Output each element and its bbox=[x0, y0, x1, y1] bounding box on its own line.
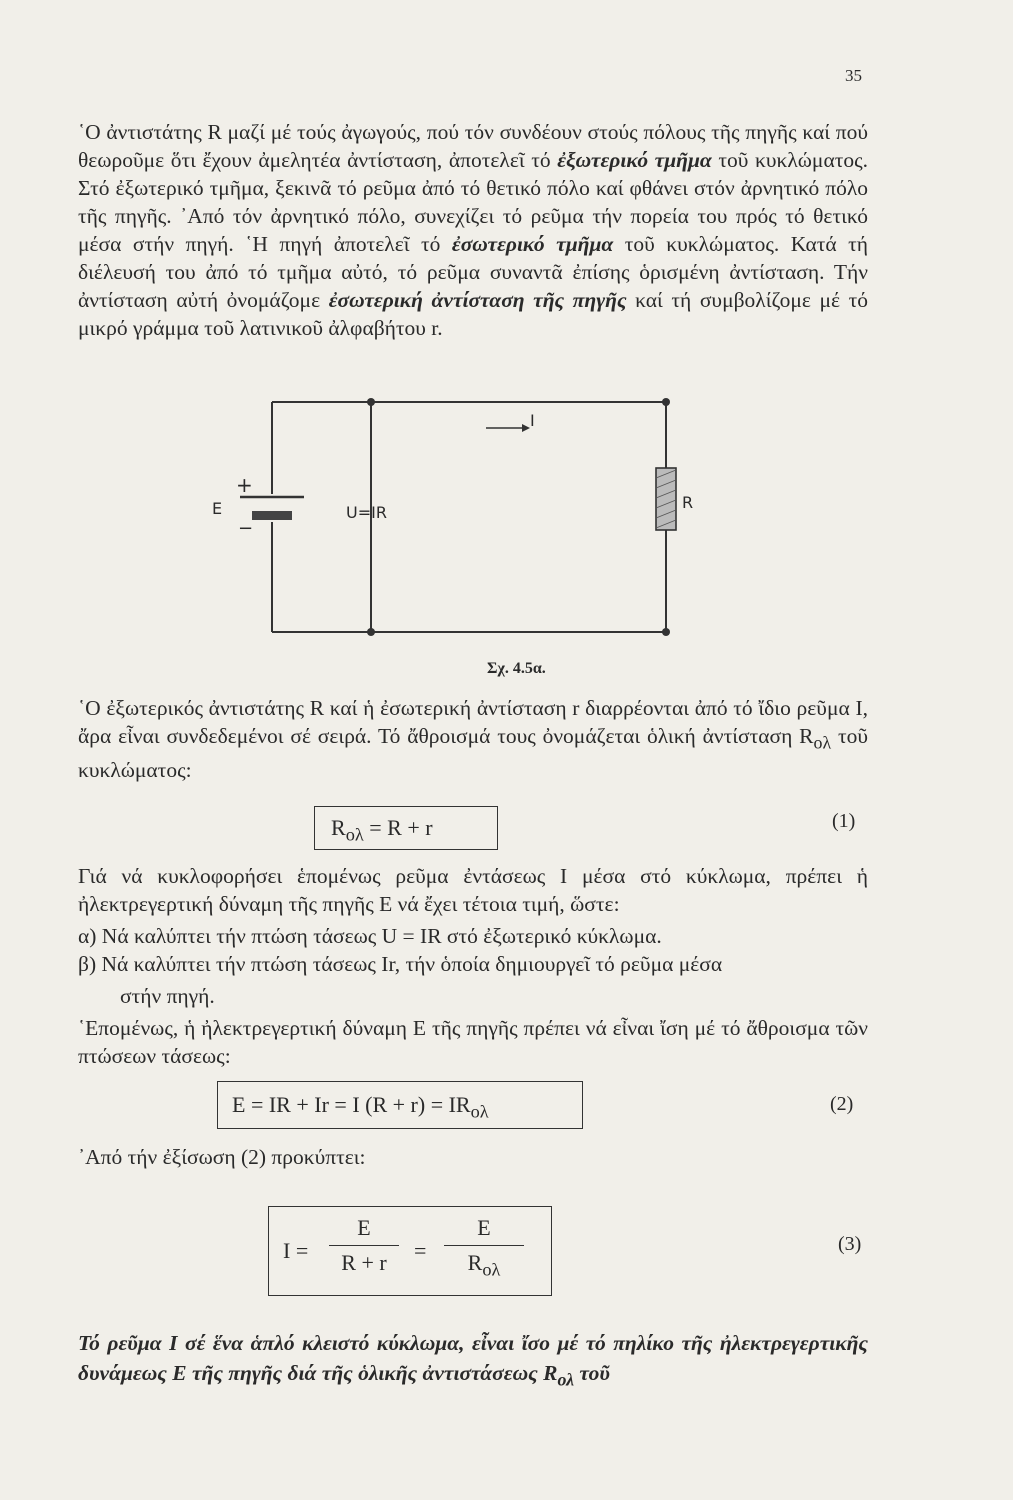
eq2-sub: ολ bbox=[470, 1101, 489, 1122]
subscript: ολ bbox=[813, 732, 832, 753]
current-arrow-head bbox=[522, 424, 530, 432]
paragraph-condition: Γιά νά κυκλοφορήσει ἑπομένως ρεῦμα ἐντάσεως I μέσα στό κύκλωμα, πρέπει ἡ ἠλεκτρεγερτική δύναμη τῆς πηγῆς E νά ἔχει τέτοια τιμή, ὥστε: bbox=[78, 864, 868, 916]
resistor bbox=[656, 468, 676, 530]
eq2-text: E = IR + Ir = I (R + r) = IR bbox=[232, 1092, 471, 1117]
fraction-bar bbox=[444, 1245, 524, 1246]
text-run: καί τή συμβολίζομε μέ τό μικρό γράμμα τοῦ λατινικοῦ ἀλφαβήτου r. bbox=[78, 288, 869, 340]
term-internal-resistance: ἐσωτερική ἀντίσταση τῆς πηγῆς bbox=[328, 288, 627, 312]
equation-number-2: (2) bbox=[830, 1093, 854, 1115]
resistor-label: R bbox=[682, 493, 694, 512]
figure-caption: Σχ. 4.5α. bbox=[487, 660, 546, 677]
page-number: 35 bbox=[845, 66, 862, 85]
text-run: ῾Ο ἀντιστάτης R μαζί μέ τούς ἀγωγούς, πού τόν συνδέουν στούς πόλους τῆς πηγῆς καί πού θεωροῦμε ὅτι ἔχουν ἀμελητέα ἀντίσταση, ἀποτελεῖ τό bbox=[78, 120, 868, 172]
paragraph-sum: ῾Επομένως, ἡ ἠλεκτρεγερτική δύναμη E τῆς πηγῆς πρέπει νά εἶναι ἴση μέ τό ἄθροισμα τῶν πτώσεων τάσεως: bbox=[78, 1016, 868, 1068]
junction-dot bbox=[367, 628, 375, 636]
eq1-rhs: = R + r bbox=[363, 815, 433, 840]
battery-short-plate bbox=[252, 511, 292, 520]
fraction-bar bbox=[329, 1245, 399, 1246]
text-run: τοῦ κυκλώματος. Κατά τή διέλευσή του ἀπό τό τμῆμα αὐτό, τό ρεῦμα συναντᾶ ἐπίσης ὁρισμένη ἀντίσταση. Τήν ἀντίσταση αὐτή ὀνομάζομε bbox=[78, 232, 869, 312]
list-item-b: β) Νά καλύπτει τήν πτώση τάσεως Ir, τήν ὁποία δημιουργεῖ τό ρεῦμα μέσα bbox=[78, 952, 723, 976]
list-item-b-continued: στήν πηγή. bbox=[120, 984, 215, 1008]
voltage-label: U=IR bbox=[346, 503, 387, 522]
equation-number-1: (1) bbox=[832, 810, 856, 832]
junction-dot bbox=[662, 628, 670, 636]
eq1-lhs: R bbox=[331, 815, 346, 840]
eq3-lhs: I = bbox=[283, 1238, 309, 1263]
term-internal-part: ἐσωτερικό τμῆμα bbox=[451, 232, 614, 256]
text-run: τοῦ κυκλώματος: bbox=[78, 724, 868, 783]
list-item-a: α) Νά καλύπτει τήν πτώση τάσεως U = IR στό ἐξωτερικό κύκλωμα. bbox=[78, 924, 662, 948]
fraction-2-sub: ολ bbox=[482, 1259, 501, 1280]
paragraph-series bbox=[78, 694, 868, 784]
fraction-2 bbox=[444, 1215, 524, 1281]
equation-box-2 bbox=[217, 1081, 583, 1129]
eq3-equals: = bbox=[414, 1238, 427, 1263]
junction-dot bbox=[367, 398, 375, 406]
minus-sign: − bbox=[238, 518, 254, 539]
junction-dot bbox=[662, 398, 670, 406]
equation-box-1 bbox=[314, 806, 498, 850]
current-label: I bbox=[530, 411, 535, 430]
text-run: ῾Ο ἐξωτερικός ἀντιστάτης R καί ἡ ἐσωτερική ἀντίσταση r διαρρέονται ἀπό τό ἴδιο ρεῦμα I, ἄρα εἶναι συνδεδεμένοι σέ σειρά. Τό ἄθροισμά τους ὀνομάζεται ὁλική ἀντίσταση R bbox=[78, 696, 868, 748]
eq1-sub: ολ bbox=[345, 824, 364, 845]
fraction-1-denominator: R + r bbox=[341, 1250, 387, 1276]
fraction-1 bbox=[329, 1215, 399, 1276]
equation-box-3 bbox=[268, 1206, 552, 1296]
fraction-2-denominator: R bbox=[467, 1250, 483, 1276]
paragraph-derive: ᾿Από τήν ἐξίσωση (2) προκύπτει: bbox=[78, 1145, 366, 1169]
statement-text: Τό ρεῦμα I σέ ἕνα ἁπλό κλειστό κύκλωμα, εἶναι ἴσο μέ τό πηλίκο τῆς ἠλεκτρεγερτικῆς δυνάμεως E τῆς πηγῆς διά τῆς ὁλικῆς ἀντιστάσεως R bbox=[78, 1331, 868, 1385]
equation-number-3: (3) bbox=[838, 1233, 862, 1255]
fraction-2-numerator: E bbox=[477, 1215, 491, 1240]
ohm-law-statement bbox=[78, 1328, 868, 1394]
plus-sign: + bbox=[236, 473, 253, 497]
fraction-1-numerator: E bbox=[357, 1215, 371, 1240]
term-external-part: ἐξωτερικό τμῆμα bbox=[557, 148, 712, 172]
statement-sub: ολ bbox=[557, 1369, 575, 1390]
text-run: τοῦ κυκλώματος. Στό ἐξωτερικό τμῆμα, ξεκινᾶ τό ρεῦμα ἀπό τό θετικό πόλο καί φθάνει στόν ἀρνητικό πόλο τῆς πηγῆς. ᾿Από τόν ἀρνητικό πόλο, συνεχίζει τό ρεῦμα τήν πορεία του πρός τό θετικό μέσα στήν πηγή. ῾Η πηγή ἀποτελεῖ τό bbox=[78, 148, 868, 256]
source-label: E bbox=[212, 499, 223, 518]
statement-end: τοῦ bbox=[574, 1361, 610, 1385]
